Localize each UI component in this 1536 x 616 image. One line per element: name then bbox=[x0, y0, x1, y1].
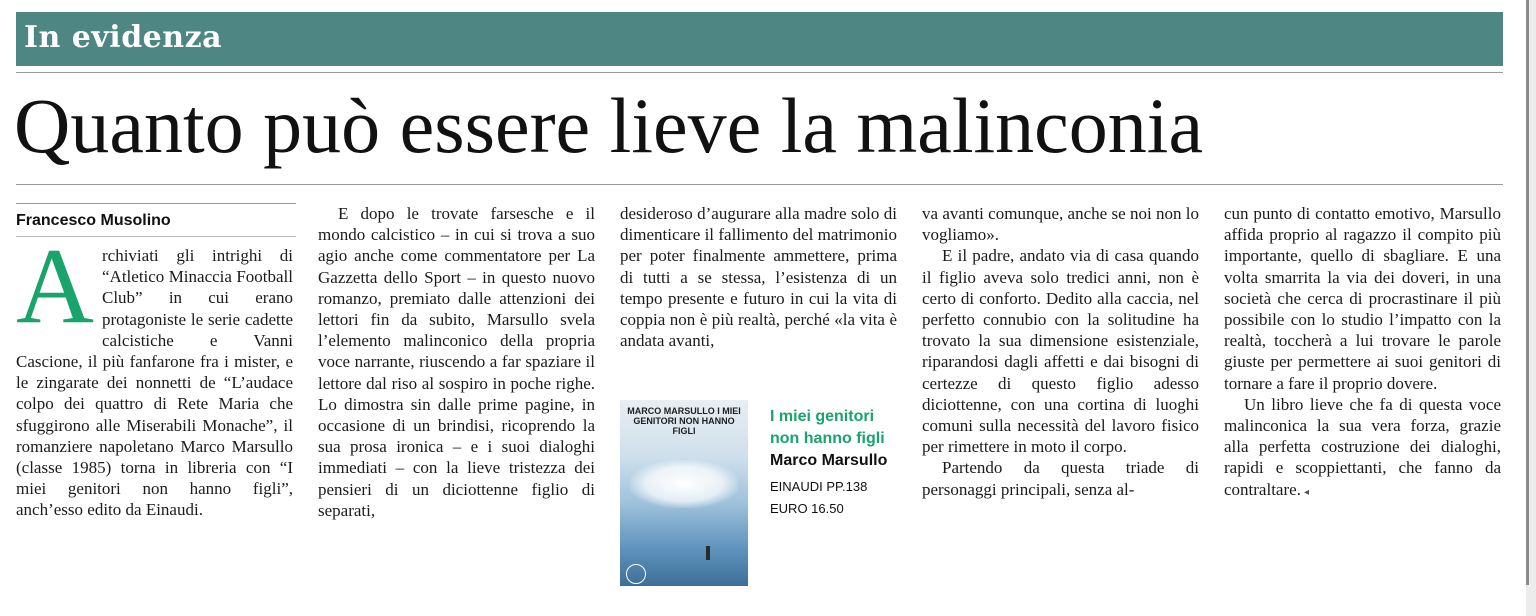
book-details bbox=[770, 406, 900, 520]
article-paragraph: E dopo le trovate farsesche e il mondo calcistico – in cui si trova a suo agio anche come commentatore per La Gazzetta dello Sport – in questo nuovo romanzo, premiato dalle attenzioni dei lettori fin da subito, Marsullo svela l’elemento malinconico della propria voce narrante, riuscendo a far spaziare il lettore dal riso al sospiro in poche righe. Lo dimostra sin dalle prime pagine, in occasione di un brindisi, ricoprendo la sua prosa ironica – e i suoi dialoghi immediati – con la lieve tristezza dei pensieri di un diciottenne figlio di separati, bbox=[318, 204, 595, 520]
article-column-2 bbox=[318, 203, 595, 598]
section-label: In evidenza bbox=[24, 20, 223, 55]
book-author: Marco Marsullo bbox=[770, 452, 888, 469]
book-title: I miei genitori non hanno figli bbox=[770, 408, 885, 447]
article-paragraph: Partendo da questa triade di personaggi principali, senza al- bbox=[922, 458, 1199, 499]
book-info-box bbox=[620, 400, 900, 588]
byline-top-rule bbox=[16, 203, 296, 204]
author-byline: Francesco Musolino bbox=[16, 212, 171, 229]
article-paragraph bbox=[1224, 394, 1501, 503]
page-edge bbox=[1526, 0, 1536, 616]
book-publisher-pages: EINAUDI PP.138 bbox=[770, 479, 868, 494]
article-headline: Quanto può essere lieve la malinconia bbox=[14, 82, 1204, 169]
article-paragraph: cun punto di contatto emotivo, Marsullo affida proprio al ragazzo il compito più importante, quello di sbagliare. E una volta smarrita la via dei doveri, in una società che cerca di procrastinare il più possibile con lo studio l’impatto con la realtà, toccherà a lui trovare le parole giuste per permettere ai suoi genitori di tornare a fare il proprio dovere. bbox=[1224, 204, 1501, 393]
publisher-logo-icon bbox=[626, 564, 646, 584]
drop-cap: A bbox=[16, 245, 94, 346]
article-paragraph bbox=[16, 245, 293, 521]
section-header-bar bbox=[16, 12, 1503, 66]
article-paragraph: desideroso d’augurare alla madre solo di dimenticare il fallimento del matrimonio per poter finalmente ammettere, prima di tutti a se stessa, l’esistenza di un tempo presente e futuro in cui la vita di coppia non è più realtà, perché «la vita è andata avanti, bbox=[620, 204, 897, 351]
cover-figure-shape bbox=[706, 546, 710, 560]
headline-divider bbox=[16, 184, 1503, 185]
article-column-3 bbox=[620, 203, 897, 393]
header-divider bbox=[16, 72, 1503, 73]
book-cover-image bbox=[620, 400, 748, 586]
paragraph-text: Un libro lieve che fa di questa voce malinconica la sua vera forza, grazie alla perfetta costruzione dei dialoghi, rapidi e scoppiettanti, che fanno da contraltare. bbox=[1224, 394, 1501, 499]
article-column-4 bbox=[922, 203, 1199, 598]
end-of-article-icon: ◂ bbox=[1303, 486, 1309, 498]
paragraph-text: rchiviati gli intrighi di “Atletico Minaccia Football Club” in cui erano protagoniste le serie cadette calcistiche e Vanni Cascione, il più fanfarone fra i mister, e le zingarate dei nonnetti de “L’audace colpo dei quattro di Rete Maria che sfuggirono alle Miserabili Monache”, il romanziere napoletano Marco Marsullo (classe 1985) torna in libreria con “I miei genitori non hanno figli”, anch’esso edito da Einaudi. bbox=[16, 246, 293, 520]
page-edge-line bbox=[1526, 0, 1529, 585]
article-column-5 bbox=[1224, 203, 1501, 598]
byline-bottom-rule bbox=[16, 236, 296, 237]
book-cover-text: MARCO MARSULLO I MIEI GENITORI NON HANNO FIGLI bbox=[627, 406, 741, 436]
article-paragraph: va avanti comunque, anche se noi non lo vogliamo». bbox=[922, 204, 1199, 245]
book-price: EURO 16.50 bbox=[770, 501, 844, 516]
cover-cloud-shape bbox=[630, 460, 738, 508]
article-column-1 bbox=[16, 245, 293, 595]
article-paragraph: E il padre, andato via di casa quando il figlio aveva solo tredici anni, non è certo di conforto. Dedito alla caccia, nel perfetto connubio con la solitudine ha trovato la sua dimensione esistenziale, riparandosi dagli affetti e dai bisogni di certezze di questo figlio adesso diciottenne, con una cortina di luoghi comuni sulla necessità del lavoro fisico per rimettere in moto il corpo. bbox=[922, 246, 1199, 457]
